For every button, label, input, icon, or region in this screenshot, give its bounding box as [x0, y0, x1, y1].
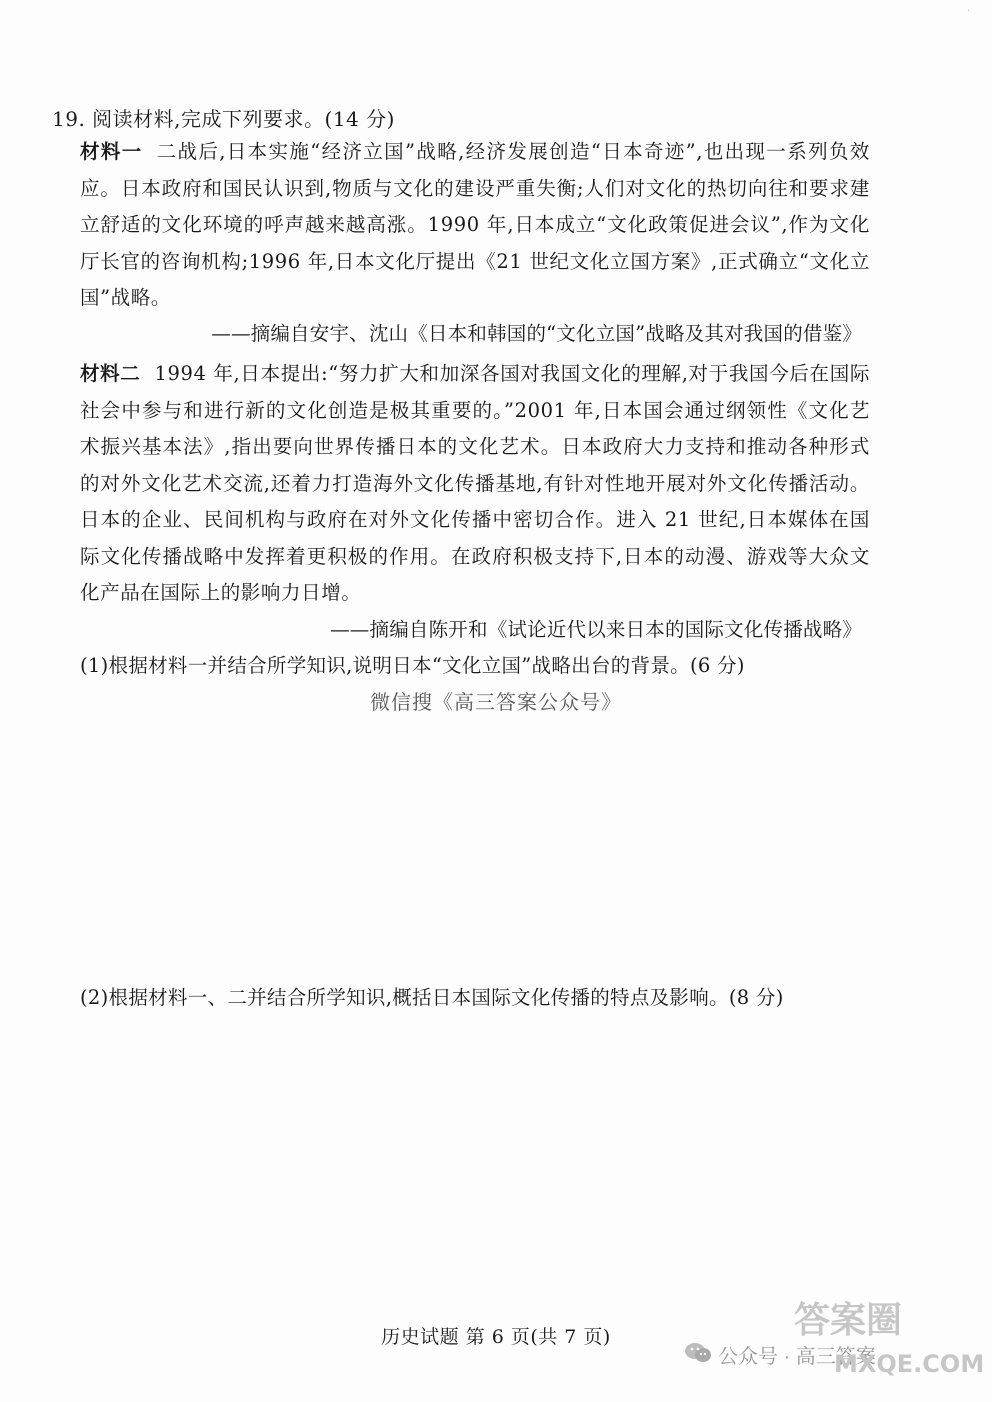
- question-title: 19. 阅读材料,完成下列要求。(14 分): [52, 107, 395, 131]
- page-footer: 历史试题 第 6 页(共 7 页): [381, 1326, 611, 1348]
- material-one-label: 材料一: [80, 140, 143, 163]
- watermark-logo: 答案圈: [794, 1300, 903, 1341]
- watermark: [684, 1292, 985, 1382]
- material-one-source: ——摘编自安宇、沈山《日本和韩国的“文化立国”战略及其对我国的借鉴》: [211, 322, 862, 345]
- material-one: [80, 134, 870, 317]
- material-two: [80, 356, 870, 612]
- corner-mark: ·: [966, 6, 970, 17]
- sub-question-1: (1)根据材料一并结合所学知识,说明日本“文化立国”战略出台的背景。(6 分): [80, 654, 745, 677]
- material-two-text: 1994 年,日本提出:“努力扩大和加深各国对我国文化的理解,对于我国今后在国际社会中参与和进行新的文化创造是极其重要的。”2001 年,日本国会通过纲领性《文化艺术振兴基本法》,指出要向世界传播日本的文化艺术。日本政府大力支持和推动各种形式的对外文化艺术交流,还着力打造海外文化传播基地,有针对性地开展对外文化传播活动。日本的企业、民间机构与政府在对外文化传播中密切合作。进入 21 世纪,日本媒体在国际文化传播战略中发挥着更积极的作用。在政府积极支持下,日本的动漫、游戏等大众文化产品在国际上的影响力日增。: [80, 362, 870, 604]
- material-two-label: 材料二: [80, 362, 141, 385]
- watermark-text: 公众号 · 高三答案: [718, 1346, 876, 1368]
- sub-question-2: (2)根据材料一、二并结合所学知识,概括日本国际文化传播的特点及影响。(8 分): [80, 986, 784, 1009]
- material-two-source: ——摘编自陈开和《试论近代以来日本的国际文化传播战略》: [330, 618, 862, 641]
- watermark-site: MXQE.COM: [834, 1350, 985, 1378]
- wechat-icon: [684, 1342, 712, 1364]
- wechat-search-note: 微信搜《高三答案公众号》: [370, 690, 622, 714]
- material-one-text: 二战后,日本实施“经济立国”战略,经济发展创造“日本奇迹”,也出现一系列负效应。日本政府和国民认识到,物质与文化的建设严重失衡;人们对文化的热切向往和要求建立舒适的文化环境的呼声越来越高涨。1990 年,日本成立“文化政策促进会议”,作为文化厅长官的咨询机构;1996 年,日本文化厅提出《21 世纪文化立国方案》,正式确立“文化立国”战略。: [80, 140, 870, 309]
